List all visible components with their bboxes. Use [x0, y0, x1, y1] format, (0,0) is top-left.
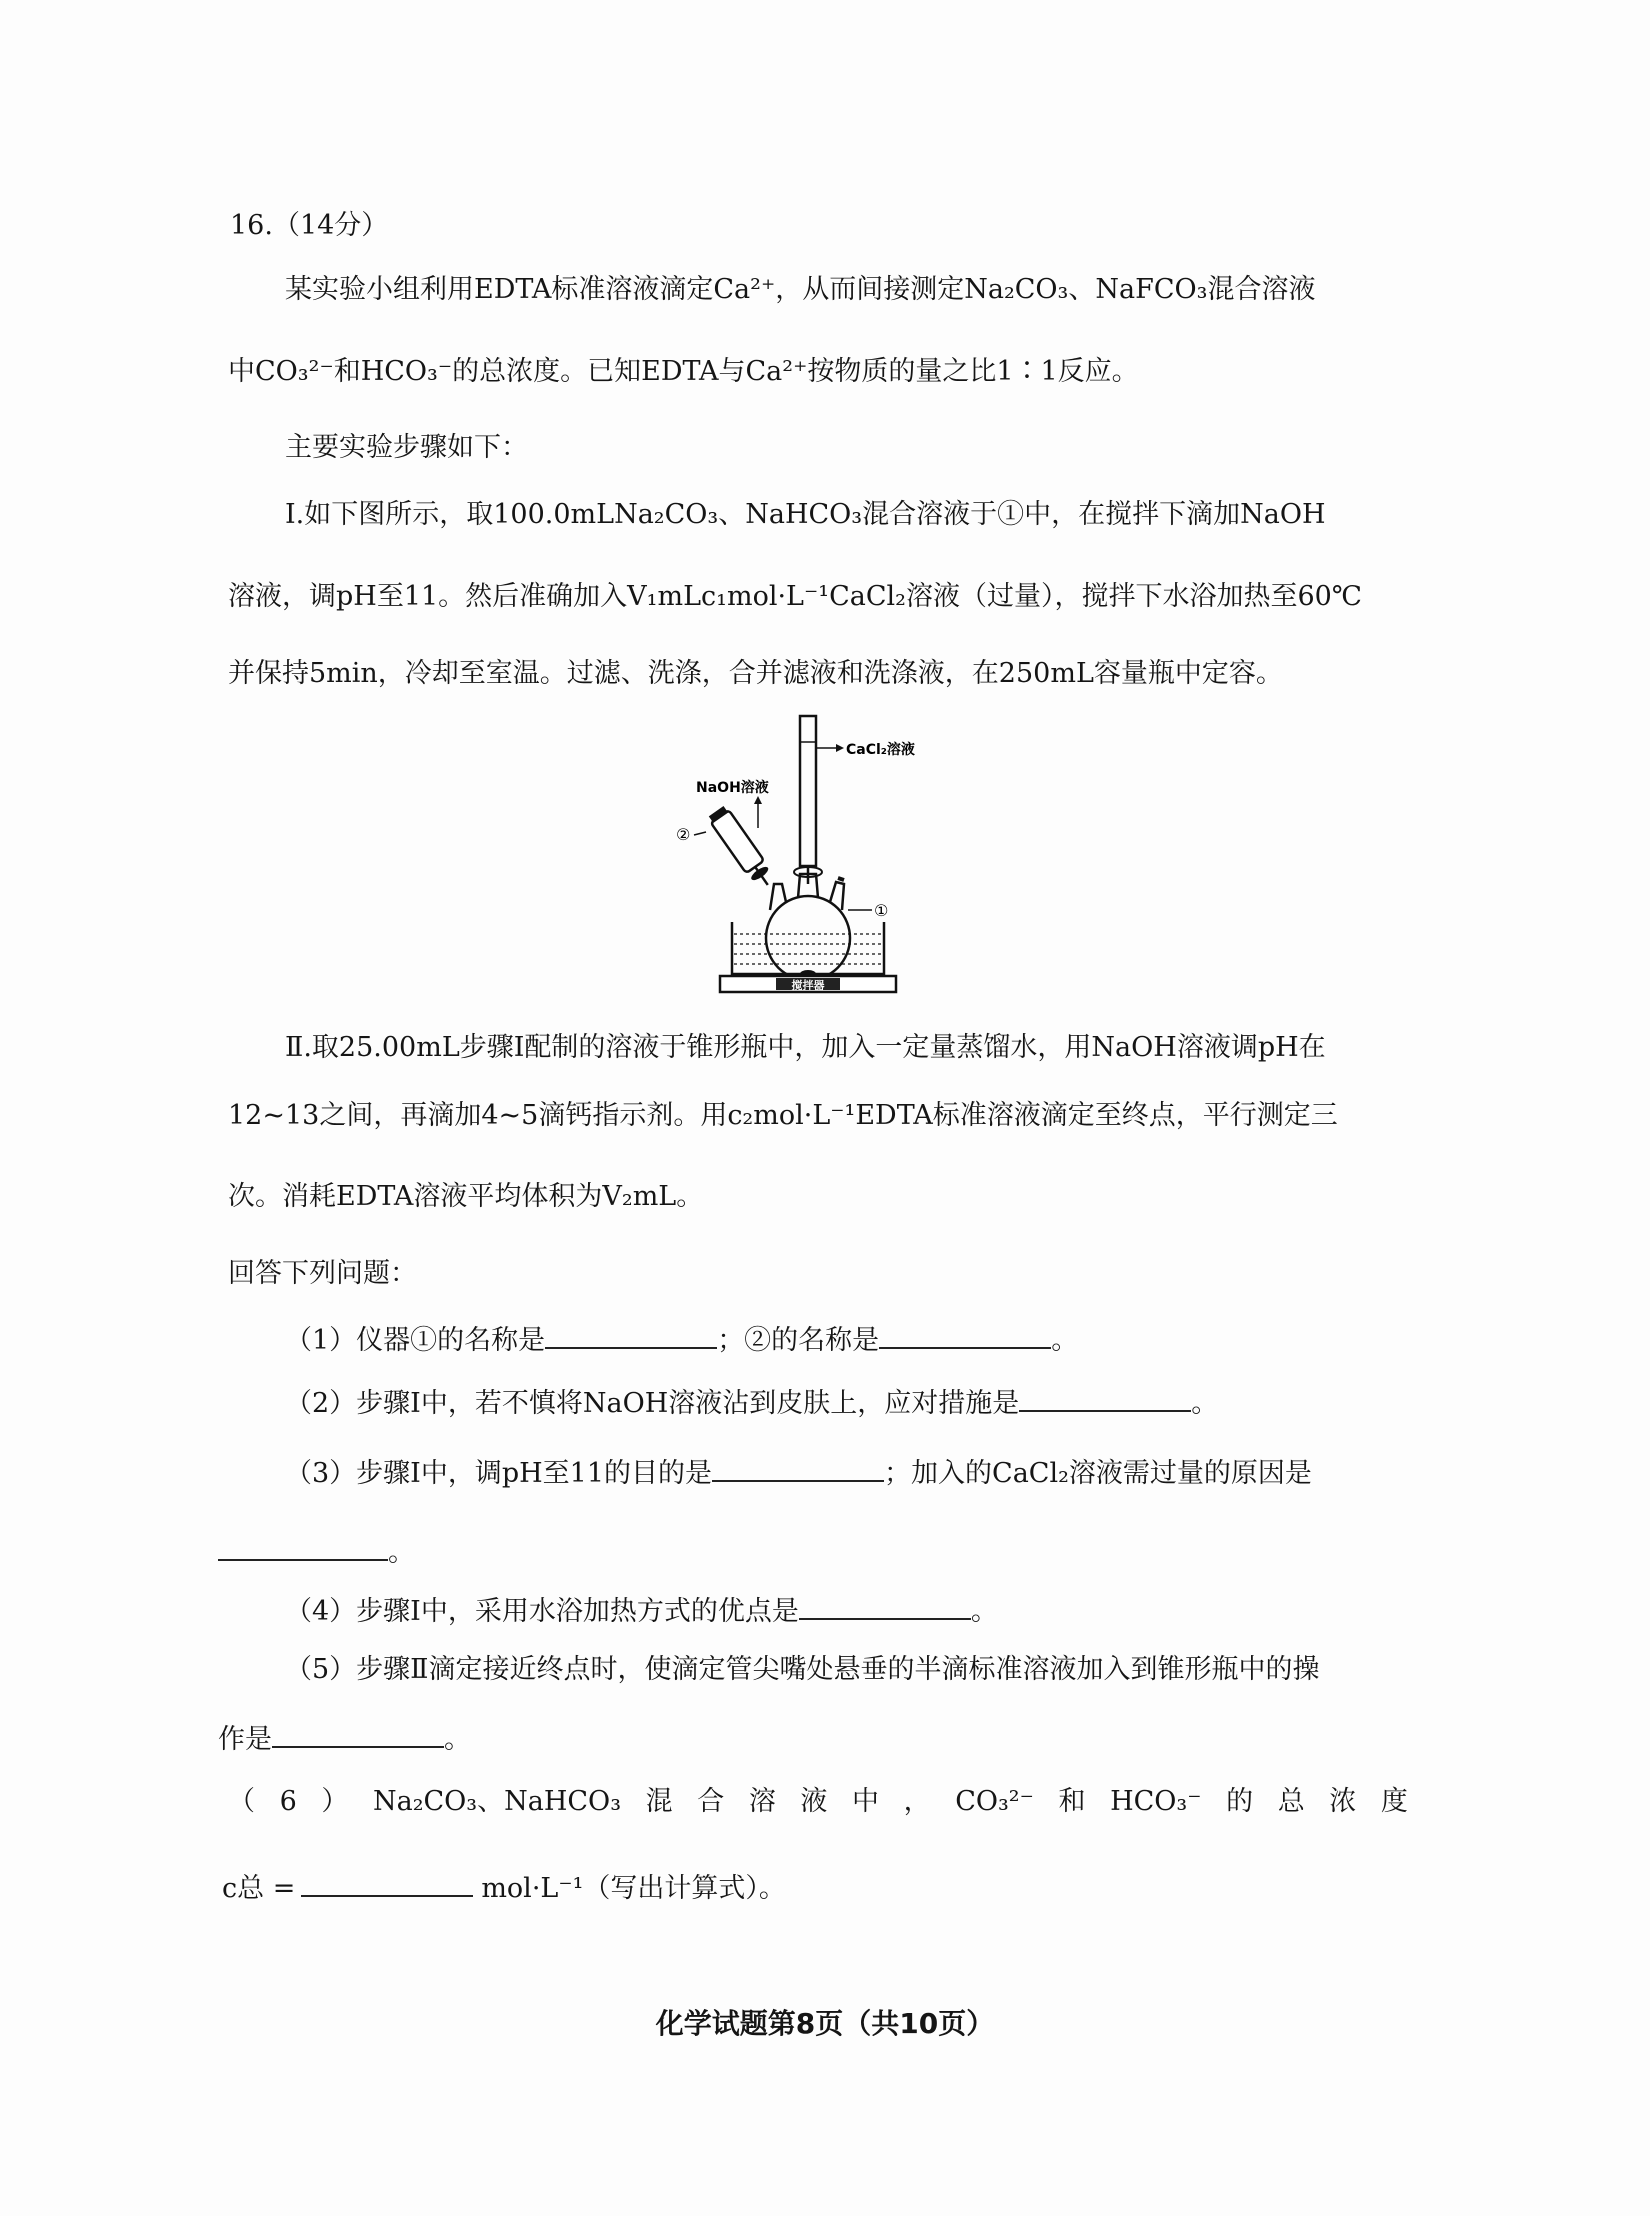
- question-6-line-1: （ 6 ） Na₂CO₃、NaHCO₃ 混 合 溶 液 中 ， CO₃²⁻ 和 HCO₃⁻ 的 总 浓 度: [228, 1786, 1408, 1817]
- question-header: 16.（14分）: [230, 210, 389, 241]
- question-3-continued: 。: [218, 1529, 415, 1573]
- blank-1a[interactable]: [545, 1317, 717, 1349]
- cacl2-label: CaCl₂溶液: [846, 742, 915, 758]
- question-6-line-2: c总 = mol·L⁻¹（写出计算式）。: [222, 1865, 786, 1909]
- question-2: （2）步骤Ⅰ中，若不慎将NaOH溶液沾到皮肤上，应对措施是 。: [285, 1380, 1218, 1424]
- question-4: （4）步骤Ⅰ中，采用水浴加热方式的优点是 。: [285, 1588, 998, 1632]
- marker-2: ②: [676, 825, 691, 844]
- question-5-line-2: 作是 。: [218, 1716, 471, 1760]
- apparatus-diagram: [660, 712, 920, 1002]
- question-5-line-1: （5）步骤Ⅱ滴定接近终点时，使滴定管尖嘴处悬垂的半滴标准溶液加入到锥形瓶中的操: [285, 1654, 1320, 1685]
- marker-1: ①: [874, 901, 889, 920]
- step2-line-1: Ⅱ.取25.00mL步骤Ⅰ配制的溶液于锥形瓶中，加入一定量蒸馏水，用NaOH溶液调pH在: [285, 1032, 1326, 1063]
- answer-heading: 回答下列问题：: [228, 1258, 417, 1289]
- water-bath: [732, 922, 884, 974]
- stirrer-label: 搅拌器: [791, 979, 825, 992]
- step2-line-3: 次。消耗EDTA溶液平均体积为V₂mL。: [228, 1181, 704, 1212]
- intro-line-1: 某实验小组利用EDTA标准溶液滴定Ca²⁺，从而间接测定Na₂CO₃、NaFCO₃混合溶液: [285, 274, 1316, 305]
- intro-line-2: 中CO₃²⁻和HCO₃⁻的总浓度。已知EDTA与Ca²⁺按物质的量之比1∶1反应。: [228, 356, 1139, 387]
- page-footer: 化学试题第8页（共10页）: [655, 2007, 995, 2040]
- question-3: （3）步骤Ⅰ中，调pH至11的目的是 ；加入的CaCl₂溶液需过量的原因是: [285, 1450, 1312, 1494]
- step1-line-2: 溶液，调pH至11。然后准确加入V₁mLc₁mol·L⁻¹CaCl₂溶液（过量），搅拌下水浴加热至60℃: [228, 581, 1362, 612]
- blank-2[interactable]: [1019, 1380, 1191, 1412]
- blank-6[interactable]: [301, 1865, 473, 1897]
- steps-heading: 主要实验步骤如下：: [285, 432, 528, 463]
- blank-3a[interactable]: [712, 1450, 884, 1482]
- blank-4[interactable]: [799, 1588, 971, 1620]
- blank-1b[interactable]: [879, 1317, 1051, 1349]
- question-1: （1）仪器①的名称是 ；②的名称是 。: [285, 1317, 1078, 1361]
- step1-line-3: 并保持5min，冷却至室温。过滤、洗涤，合并滤液和洗涤液，在250mL容量瓶中定容。: [228, 658, 1283, 689]
- naoh-label: NaOH溶液: [696, 780, 769, 796]
- dropping-funnel: [707, 805, 777, 891]
- step1-line-1: Ⅰ.如下图所示，取100.0mLNa₂CO₃、NaHCO₃混合溶液于①中，在搅拌下滴加NaOH: [285, 499, 1326, 530]
- burette: [800, 716, 816, 866]
- blank-3b[interactable]: [218, 1529, 388, 1561]
- step2-line-2: 12~13之间，再滴加4~5滴钙指示剂。用c₂mol·L⁻¹EDTA标准溶液滴定至终点，平行测定三: [228, 1100, 1338, 1131]
- blank-5[interactable]: [272, 1716, 444, 1748]
